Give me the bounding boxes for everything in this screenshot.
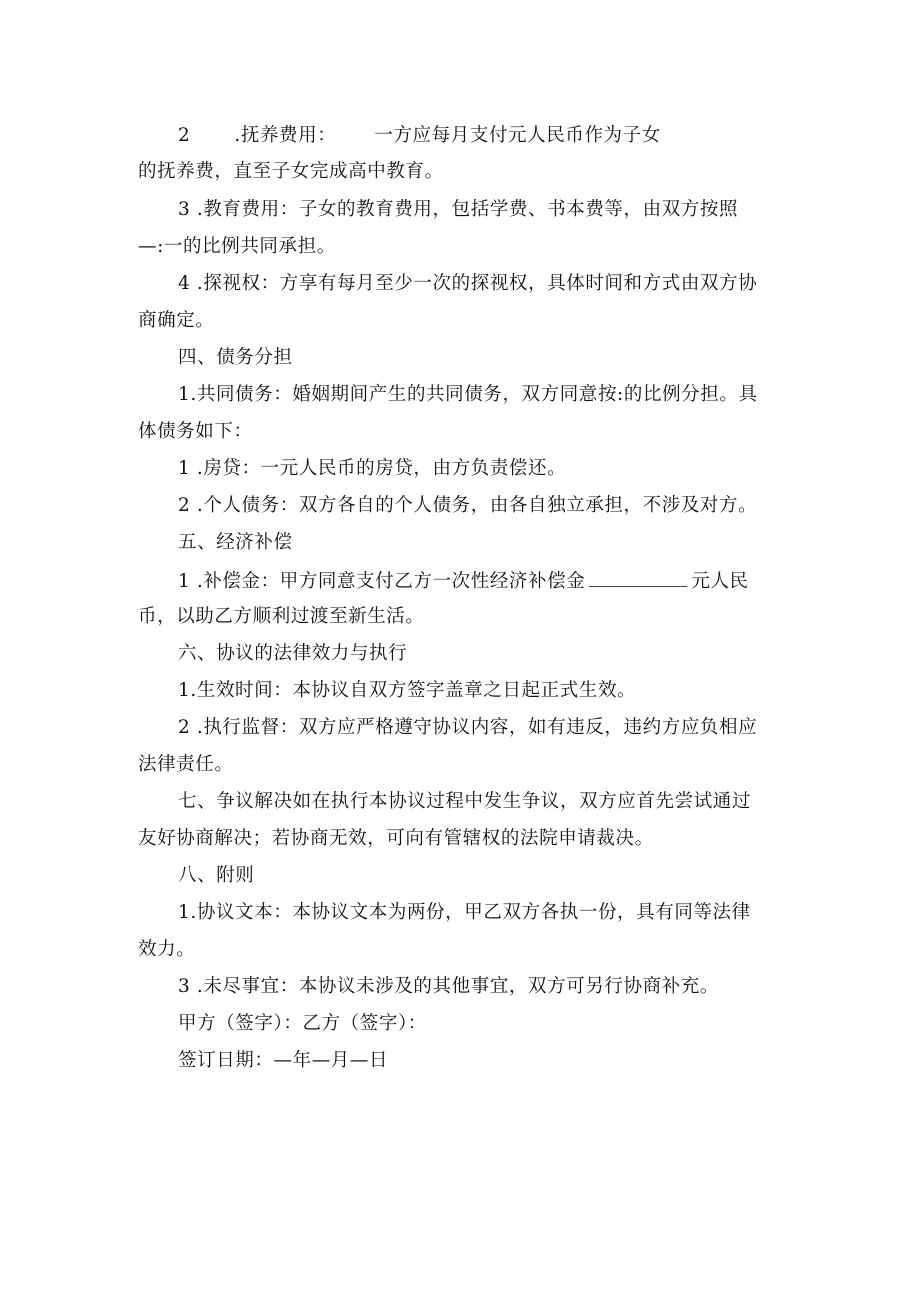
signing-date-line: 签订日期：—年—月—日 [178,1050,389,1071]
section-heading-8: 八、附则 [178,865,255,886]
section-heading-7: 七、争议解决如在执行本协议过程中发生争议，双方应首先尝试通过 [178,791,752,812]
clause-text: 一方应每月支付元人民币作为子女 [374,125,661,146]
clause-text: 元人民 [691,571,749,592]
clause-3-2-line [178,124,661,148]
clause-6-2-line: 2 .执行监督：双方应严格遵守协议内容，如有违反，违约方应负相应 [178,717,758,738]
clause-heading: .抚养费用： [234,125,337,146]
clause-5-1-line [178,568,749,594]
clause-number: 2 [178,125,191,146]
clause-8-1-line: 1.协议文本：本协议文本为两份，甲乙双方各执一份，具有同等法律 [178,902,751,923]
clause-4-1-line: 1.共同债务：婚姻期间产生的共同债务，双方同意按:的比例分担。具 [178,384,758,405]
text-line: —:一的比例共同承担。 [138,236,336,257]
text-line: 效力。 [138,939,196,960]
amount-blank [589,568,687,587]
clause-4-1-2-line: 2 .个人债务：双方各自的个人债务，由各自独立承担，不涉及对方。 [178,495,758,516]
clause-3-4-line: 4 .探视权：方享有每月至少一次的探视权，具体时间和方式由双方协 [178,273,758,294]
clause-3-3-line: 3 .教育费用：子女的教育费用，包括学费、书本费等，由双方按照 [178,199,739,220]
clause-text: 1 .补偿金：甲方同意支付乙方一次性经济补偿金 [178,571,586,592]
text-line: 法律责任。 [138,754,234,775]
section-heading-4: 四、债务分担 [178,347,293,368]
text-line: 友好协商解决；若协商无效，可向有管辖权的法院申请裁决。 [138,828,654,849]
clause-4-1-1-line: 1 .房贷：一元人民币的房贷，由方负责偿还。 [178,458,567,479]
text-line: 的抚养费，直至子女完成高中教育。 [138,161,444,182]
text-line: 商确定。 [138,310,215,331]
text-line: 币，以助乙方顺利过渡至新生活。 [138,606,425,627]
clause-8-3-line: 3 .未尽事宜：本协议未涉及的其他事宜，双方可另行协商补充。 [178,976,720,997]
text-line: 体债务如下： [138,421,253,442]
section-heading-6: 六、协议的法律效力与执行 [178,643,408,664]
signature-line: 甲方（签字）：乙方（签字）： [178,1013,427,1034]
section-heading-5: 五、经济补偿 [178,532,293,553]
clause-6-1-line: 1.生效时间：本协议自双方签字盖章之日起正式生效。 [178,680,637,701]
